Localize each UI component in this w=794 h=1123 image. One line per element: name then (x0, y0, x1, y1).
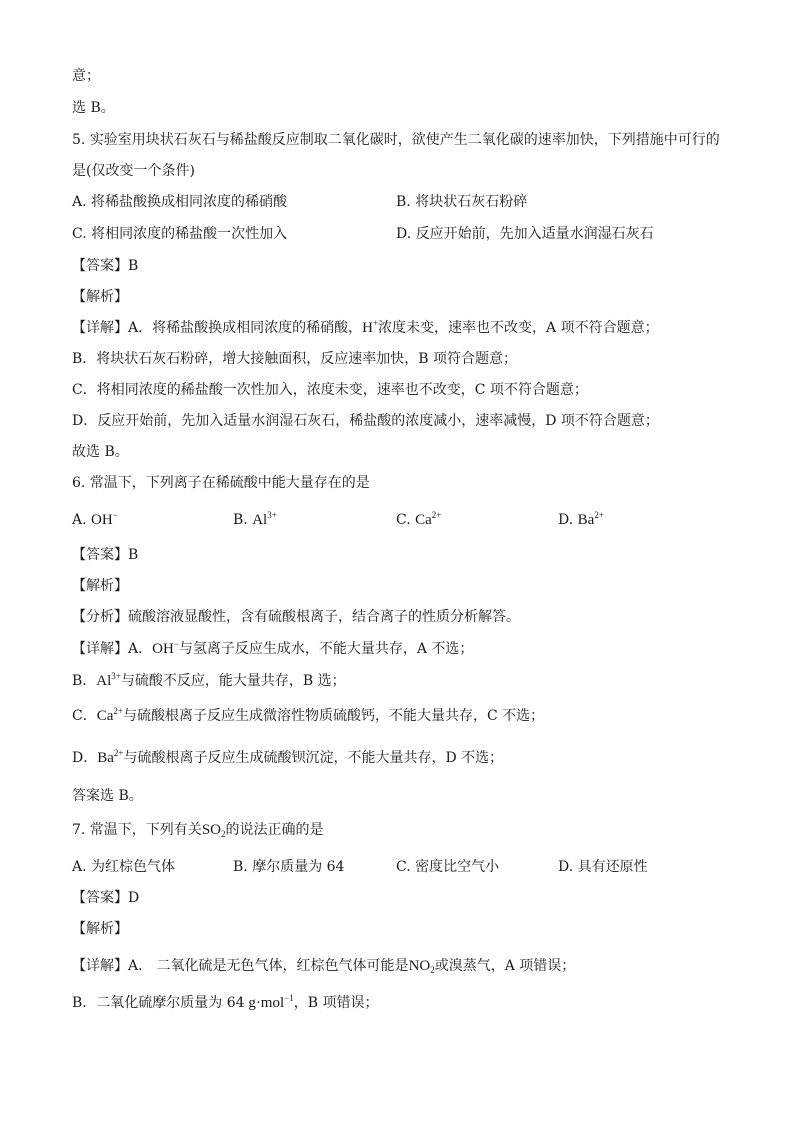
q6-detail-c (72, 706, 544, 726)
unit-exponent: −1 (284, 993, 294, 1003)
formula-base: Ca (96, 708, 114, 724)
q7-option-d: D. 具有还原性 (558, 859, 648, 875)
q7-option-c: C. 密度比空气小 (396, 859, 500, 875)
ion-formula (152, 641, 179, 657)
formula-base: OH (152, 641, 174, 657)
formula-base: Ba (577, 512, 595, 528)
question-7-stem (72, 820, 324, 840)
ion-formula (578, 512, 604, 528)
text-line: 意； (72, 68, 100, 84)
chemical-formula (202, 822, 226, 838)
text-segment: 与硫酸不反应，能大量共存，B 选； (120, 673, 346, 689)
formula-base: Al (96, 673, 112, 689)
q6-detail-b (72, 671, 346, 691)
text-segment: 7. 常温下，下列有关 (72, 822, 202, 838)
question-5-stem-cont: 是(仅改变一个条件) (72, 163, 195, 179)
analysis-label: 【解析】 (72, 578, 128, 594)
option-label: B. (233, 512, 248, 528)
q6-final: 答案选 B。 (72, 788, 143, 804)
formula-base: Ba (97, 750, 114, 766)
analysis-label: 【解析】 (72, 921, 128, 937)
formula-base: OH (91, 512, 113, 528)
q6-option-b (233, 510, 277, 530)
formula-subscript: 2 (221, 829, 226, 839)
text-segment: 的说法正确的是 (225, 822, 324, 838)
formula-subscript: 2 (430, 965, 435, 975)
q6-option-a (72, 510, 118, 530)
chemical-formula (409, 958, 435, 974)
q5-detail-b: B．将块状石灰石粉碎，增大接触面积，反应速率加快，B 项符合题意； (72, 351, 518, 367)
formula-base: SO (201, 822, 221, 838)
text-line: 选 B。 (72, 100, 115, 116)
ion-formula (252, 512, 277, 528)
q5-option-c: C. 将相同浓度的稀盐酸一次性加入 (72, 226, 288, 242)
q5-option-b: B. 将块状石灰石粉碎 (396, 194, 528, 210)
question-6-stem: 6. 常温下，下列离子在稀硫酸中能大量存在的是 (72, 475, 370, 491)
q5-detail-c: C．将相同浓度的稀盐酸一次性加入，浓度未变，速率也不改变，C 项不符合题意； (72, 382, 588, 398)
formula-charge: − (112, 510, 118, 520)
formula-charge: + (372, 318, 379, 328)
q6-detail-a (72, 639, 473, 659)
q6-option-d (558, 510, 604, 530)
ion-formula (97, 750, 123, 766)
q5-detail-d: D．反应开始前，先加入适量水润湿石灰石，稀盐酸的浓度减小，速率减慢，D 项不符合题意； (72, 413, 659, 429)
text-segment: 【详解】A．将稀盐酸换成相同浓度的稀硝酸， (72, 320, 363, 336)
text-segment: D． (72, 750, 98, 766)
answer-label: 【答案】B (72, 547, 139, 563)
formula-charge: − (173, 639, 179, 649)
formula-charge: 3+ (111, 671, 121, 681)
q6-option-c (396, 510, 441, 530)
option-label: C. (396, 512, 411, 528)
ion-formula (362, 320, 378, 336)
q6-detail-d (72, 748, 503, 768)
ion-formula (415, 512, 441, 528)
text-segment: 与硫酸根离子反应生成硫酸钡沉淀，不能大量共存，D 不选； (123, 750, 504, 766)
q5-option-d: D. 反应开始前，先加入适量水润湿石灰石 (396, 226, 654, 242)
question-5-stem: 5. 实验室用块状石灰石与稀盐酸反应制取二氧化碳时，欲使产生二氧化碳的速率加快，下列措施中可行的 (72, 132, 720, 148)
option-label: A. (72, 512, 87, 528)
ion-formula (97, 708, 123, 724)
formula-charge: 3+ (267, 510, 277, 520)
unit (245, 995, 294, 1011)
formula-charge: 2+ (594, 510, 604, 520)
text-segment: 【详解】A． (72, 641, 153, 657)
text-segment: ，B 项错误； (293, 995, 379, 1011)
q7-detail-a (72, 956, 575, 976)
q6-fenxi: 【分析】硫酸溶液显酸性，含有硫酸根离子，结合离子的性质分析解答。 (72, 609, 520, 625)
q5-final: 故选 B。 (72, 444, 129, 460)
q5-option-a: A. 将稀盐酸换成相同浓度的稀硝酸 (72, 194, 288, 210)
formula-charge: 2+ (113, 706, 123, 716)
text-segment: 与氢离子反应生成水，不能大量共存，A 不选； (178, 641, 474, 657)
ion-formula (91, 512, 118, 528)
text-segment: 【详解】A． 二氧化硫是无色气体，红棕色气体可能是 (72, 958, 409, 974)
formula-charge: 2+ (113, 748, 124, 758)
answer-label: 【答案】B (72, 258, 139, 274)
formula-base: H (362, 320, 373, 336)
ion-formula (96, 673, 121, 689)
text-segment: C． (72, 708, 97, 724)
formula-base: NO (408, 958, 431, 974)
q5-detail-a (72, 318, 659, 338)
q7-option-b: B. 摩尔质量为 64 (233, 859, 345, 875)
text-segment: B．二氧化硫摩尔质量为 64 (72, 995, 245, 1011)
text-segment: B． (72, 673, 97, 689)
answer-label: 【答案】D (72, 890, 140, 906)
q7-option-a: A. 为红棕色气体 (72, 859, 176, 875)
text-segment: 与硫酸根离子反应生成微溶性物质硫酸钙，不能大量共存，C 不选； (122, 708, 545, 724)
formula-charge: 2+ (431, 510, 442, 520)
analysis-label: 【解析】 (72, 289, 128, 305)
option-label: D. (558, 512, 574, 528)
text-segment: 或溴蒸气，A 项错误； (434, 958, 576, 974)
text-segment: 浓度未变，速率也不改变，A 项不符合题意； (378, 320, 659, 336)
unit-base: g·mol (244, 995, 285, 1011)
q7-detail-b (72, 993, 378, 1013)
formula-base: Al (252, 512, 268, 528)
formula-base: Ca (415, 512, 432, 528)
